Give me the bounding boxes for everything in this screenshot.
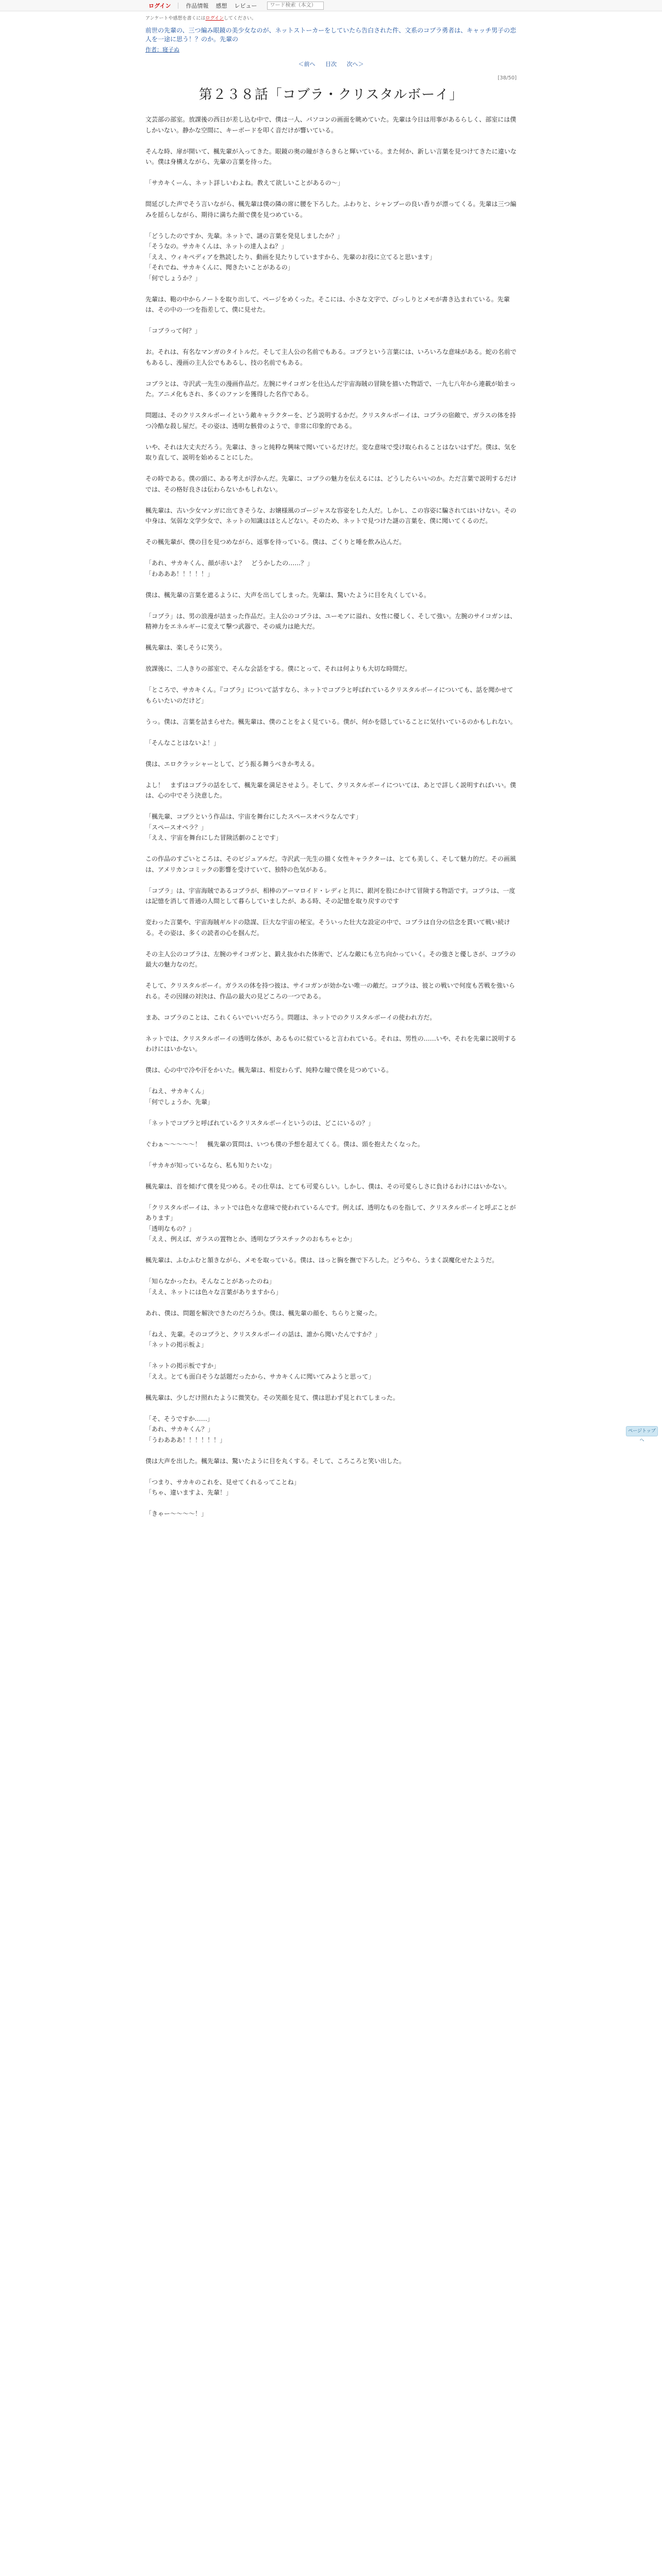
paragraph: 「サカキが知っているなら、私も知りたいな」 [145,1161,275,1169]
paragraph: ぐわぁ～～～～～！ 楓先輩の質問は、いつも僕の予想を超えてくる。僕は、頭を抱えたくなった。 [145,1140,424,1148]
notice-suffix: してください。 [224,16,257,21]
paragraph: 僕は大声を出した。楓先輩は、驚いたように目を丸くする。そして、ころころと笑い出した。 [145,1457,405,1465]
paragraph: 楓先輩は、楽しそうに笑う。 [145,644,226,651]
login-notice [145,14,517,21]
paragraph: 「ねえ、サカキくん」 「何でしょうか、先輩」 [145,1088,214,1106]
paragraph: 「知らなかったわ。そんなことがあったのね」 「ええ、ネットには色々な言葉がありますから」 [145,1278,282,1296]
paragraph: 放課後に、二人きりの部室で、そんな会話をする。僕にとって、それは何よりも大切な時間だ。 [145,665,411,672]
prev-chapter-link[interactable]: ＜前へ [298,61,316,67]
paragraph: その時である。僕の頭に、ある考えが浮かんだ。先輩に、コブラの魅力を伝えるには、どうしたらいいのか。ただ言葉で説明するだけでは、その格好良さは伝わらないかもしれない。 [145,475,517,493]
paragraph: この作品のすごいところは、そのビジュアルだ。寺沢武一先生の描く女性キャラクターは、とても美しく、そして魅力的だ。その画風は、アメリカンコミックの影響を受けていて、独特の色気がある。 [145,855,516,873]
paragraph: 変わった言葉や、宇宙海賊ギルドの陰謀、巨大な宇宙の秘宝。そういった壮大な設定の中で、コブラは自分の信念を貫いて戦い続ける。その姿は、多くの読者の心を掴んだ。 [145,919,510,937]
paragraph: 「きゃー～～～～！」 [145,1510,208,1517]
chapter-pager [145,60,517,68]
paragraph: 先輩は、鞄の中からノートを取り出して、ページをめくった。そこには、小さな文字で、びっしりとメモが書き込まれている。先輩は、その中の一つを指差して、僕に見せた。 [145,295,510,313]
next-chapter-link[interactable]: 次へ＞ [346,61,364,67]
page-top-button[interactable]: ページトップへ [626,1426,658,1436]
work-title-link[interactable]: 前世の先輩の、三つ編み眼鏡の美少女なのが、ネットストーカーをしていたら告白された件、文系のコブラ勇者は、キャッチ男子の恋人を一途に思う！？のか。先輩の [145,27,517,43]
paragraph: その主人公のコブラは、左腕のサイコガンと、鍛え抜かれた体術で、どんな敵にも立ち向かっていく。その強さと優しさが、コブラの最大の魅力なのだ。 [145,950,516,968]
paragraph: 「コブラ」は、宇宙海賊であるコブラが、相棒のアーマロイド・レディと共に、銀河を股にかけて冒険する物語です。コブラは、一度は記憶を消して普通の人間として暮らしていましたが、ある時、その記憶を取り戻すのです [145,887,516,905]
paragraph: いや、それは大丈夫だろう。先輩は、きっと純粋な興味で聞いているだけだ。変な意味で受け取られることはないはずだ。僕は、気を取り直して、説明を始めることにした。 [145,443,517,461]
paragraph: 「そんなことはないよ！」 [145,739,220,747]
paragraph: まあ、コブラのことは、これくらいでいいだろう。問題は、ネットでのクリスタルボーイの使われ方だ。 [145,1013,436,1021]
paragraph: 「ネットでコブラと呼ばれているクリスタルボーイというのは、どこにいるの？」 [145,1119,374,1127]
nav-item-review[interactable]: レビュー [234,2,257,9]
nav-item-comments[interactable]: 感想 [216,2,227,9]
notice-login-link[interactable]: ログイン [205,16,224,21]
main-content [145,11,517,1519]
paragraph: 楓先輩は、首を傾げて僕を見つめる。その仕草は、とても可愛らしい。しかし、僕は、その可愛らしさに負けるわけにはいかない。 [145,1182,511,1190]
search-input[interactable] [267,2,324,10]
paragraph: 楓先輩は、古い少女マンガに出てきそうな、お嬢様風のゴージャスな容姿をした人だ。しかし、この容姿に騙されてはいけない。その中身は、気弱な文学少女で、ネットの知識はほとんどない。そのため、ネットで見つけた謎の言葉を、僕に聞いてくるのだ。 [145,506,517,524]
paragraph: 「コブラ」は、男の浪漫が詰まった作品だ。主人公のコブラは、ユーモアに溢れ、女性に優しく、そして強い。左腕のサイコガンは、精神力をエネルギーに変えて撃つ武器で、その威力は絶大だ。 [145,612,517,630]
paragraph: ネットでは、クリスタルボーイの透明な体が、あるものに似ていると言われている。それは、男性の……いや、それを先輩に説明するわけにはいかない。 [145,1035,517,1053]
chapter-title: 第２３８話「コブラ・クリスタルボーイ」 [198,87,464,103]
paragraph: 「ところで、サカキくん。『コブラ』について話すなら、ネットでコブラと呼ばれているクリスタルボーイについても、話を聞かせてもらいたいのだけど」 [145,686,514,704]
paragraph: よし！ まずはコブラの話をして、楓先輩を満足させよう。そして、クリスタルボーイについては、あとで詳しく説明すればいい。僕は、心の中でそう決意した。 [145,781,517,799]
paragraph: 「サカキくーん、ネット詳しいわよね。教えて欲しいことがあるの～」 [145,179,344,187]
paragraph: コブラとは、寺沢武一先生の漫画作品だ。左腕にサイコガンを仕込んだ宇宙海賊の冒険を描いた物語で、一九七八年から連載が始まった。アニメ化もされ、多くのファンを獲得した名作である。 [145,380,516,398]
paragraph: 「クリスタルボーイは、ネットでは色々な意味で使われているんです。例えば、透明なものを指して、クリスタルボーイと呼ぶことがあります」 「透明なもの？」 「ええ、例えば、ガラスの置物とか、透明なプラスチックのおもちゃとか」 [145,1204,516,1243]
paragraph: 「あれ、サカキくん、顔が赤いよ？ どうかしたの……？」 「わあああ！！！！！」 [145,560,313,578]
paragraph: 「そ、そうですか……」 「あれ、サカキくん？」 「うわあああ！！！！！！」 [145,1415,226,1444]
paragraph: 僕は、楓先輩の言葉を遮るように、大声を出してしまった。先輩は、驚いたように目を丸くしている。 [145,591,431,599]
chapter-body [145,114,517,1519]
paragraph: 「つまり、サカキのこれを、見せてくれるってことね」 「ちゃ、違いますよ、先輩！」 [145,1478,300,1496]
paragraph: お。それは、有名なマンガのタイトルだ。そして主人公の名前でもある。コブラという言葉には、いろいろな意味がある。蛇の名前でもあるし、漫画の主人公でもあるし、技の名前でもある。 [145,348,517,366]
paragraph: 楓先輩は、少しだけ照れたように微笑む。その笑顔を見て、僕は思わず見とれてしまった。 [145,1394,399,1401]
paragraph: 問題は、そのクリスタルボーイという敵キャラクターを、どう説明するかだ。クリスタルボーイは、コブラの宿敵で、ガラスの体を持つ冷酷な殺し屋だ。その姿は、透明な骸骨のようで、非常に印象的である。 [145,412,516,430]
paragraph: 文芸部の部室。放課後の西日が差し込む中で、僕は一人、パソコンの画面を眺めていた。先輩は今日は用事があるらしく、部室には僕しかいない。静かな空間に、キーボードを叩く音だけが響いている。 [145,116,517,134]
paragraph: 僕は、心の中で冷や汗をかいた。楓先輩は、相変わらず、純粋な瞳で僕を見つめている。 [145,1066,393,1074]
paragraph: うっ。僕は、言葉を詰まらせた。楓先輩は、僕のことをよく見ている。僕が、何かを隠していることに気付いているのかもしれない。 [145,718,517,725]
paragraph: 「コブラって何？」 [145,327,201,334]
paragraph: その楓先輩が、僕の目を見つめながら、返事を待っている。僕は、ごくりと唾を飲み込んだ。 [145,538,406,546]
paragraph: 「どうしたのですか、先輩。ネットで、謎の言葉を発見しましたか？」 「そうなの。サカキくんは、ネットの達人よね？」 「ええ、ウィキペディアを熟読したり、動画を見たりしていますから、先輩のお役に立てると思います」 「それでね、サカキくんに、聞きたいことがあるの」 「何でしょうか？」 [145,232,436,282]
login-link[interactable]: ログイン [148,2,171,9]
top-nav [0,0,662,11]
paragraph: そんな時、扉が開いて、楓先輩が入ってきた。眼鏡の奥の瞳がきらきらと輝いている。また何か、新しい言葉を見つけてきたに違いない。僕は身構えながら、先輩の言葉を待った。 [145,147,517,165]
author-link[interactable]: 作者：寝子ぬ [145,46,179,53]
paragraph: 「ねえ、先輩。そのコブラと、クリスタルボーイの話は、誰から聞いたんですか？」 「ネットの掲示板よ」 [145,1330,381,1348]
notice-prefix: アンケートや感想を書くには [145,16,206,21]
paragraph: あれ、僕は、問題を解決できたのだろうか。僕は、楓先輩の顔を、ちらりと窺った。 [145,1309,381,1317]
paragraph: 間延びした声でそう言いながら、楓先輩は僕の隣の席に腰を下ろした。ふわりと、シャンプーの良い香りが漂ってくる。先輩は三つ編みを揺らしながら、期待に満ちた顔で僕を見つめている。 [145,200,517,218]
index-link[interactable]: 目次 [325,61,337,67]
paragraph: そして、クリスタルボーイ。ガラスの体を持つ彼は、サイコガンが効かない唯一の敵だ。コブラは、彼との戦いで何度も苦戦を強いられる。その因縁の対決は、作品の最大の見どころの一つである。 [145,982,515,1000]
chapter-number: [38/50] [498,75,517,81]
paragraph: 楓先輩は、ふむふむと頷きながら、メモを取っている。僕は、ほっと胸を撫で下ろした。どうやら、うまく誤魔化せたようだ。 [145,1257,499,1264]
paragraph: 「楓先輩、コブラという作品は、宇宙を舞台にしたスペースオペラなんです」 「スペースオペラ？」 「ええ、宇宙を舞台にした冒険活劇のことです」 [145,813,362,841]
paragraph: 「ネットの掲示板ですか」 「ええ。とても面白そうな話題だったから、サカキくんに聞いてみようと思って」 [145,1362,375,1380]
paragraph: 僕は、エロクラッシャーとして、どう振る舞うべきか考える。 [145,760,319,768]
nav-item-info[interactable]: 作品情報 [186,2,209,9]
